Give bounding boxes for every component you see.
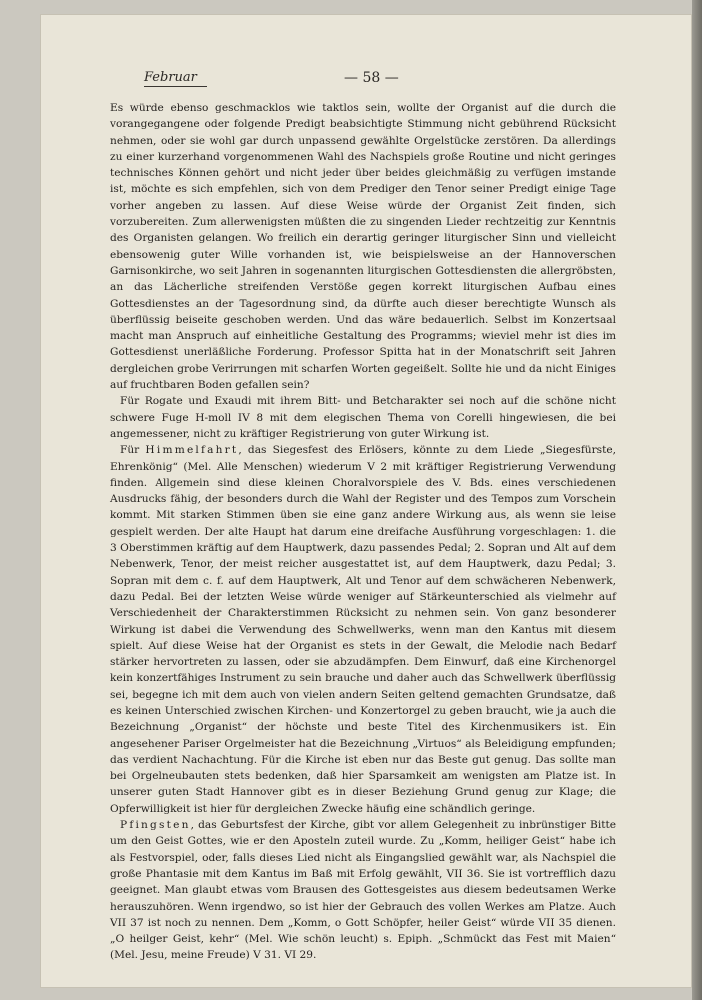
running-head: Februar — [144, 70, 207, 87]
paragraph-text: , das Siegesfest des Erlösers, könnte zu dem Liede „Siegesfürste, Ehrenkönig“ (Mel. Alle Menschen) wiederum V 2 mit kräftiger Registrierung Verwendung finden. Allgemein sind diese kleinen Choralvorspiele des V. Bds. eines verschiedenen Ausdrucks fähig, der besonders durch die Wahl der Register und des Tempos zum Vorschein kommt. Mit starken Stimmen üben sie eine ganz andere Wirkung aus, als wenn sie leise gespielt werden. Der alte Haupt hat darum eine dreifache Ausführung vorgeschlagen: 1. die 3 Oberstimmen kräftig auf dem Hauptwerk, dazu passendes Pedal; 2. Sopran und Alt auf dem Nebenwerk, Tenor, der meist reicher ausgestattet ist, auf dem Hauptwerk, dazu Pedal; 3. Sopran mit dem c. f. auf dem Hauptwerk, Alt und Tenor auf dem schwächeren Nebenwerk, dazu Pedal. Bei der letzten Weise würde weniger auf Stärkeunterschied als vielmehr auf Verschiedenheit der Charakterstimmen Rücksicht zu nehmen sein. Von ganz besonderer Wirkung ist dabei die Verwendung des Schwellwerks, wenn man den Kantus mit diesem spielt. Auf diese Weise hat der Organist es stets in der Gewalt, die Melodie nach Bedarf stärker hervortreten zu lassen, oder sie abzudämpfen. Dem Einwurf, daß eine Kirchenorgel kein konzertfähiges Instrument zu sein brauche und daher auch das Schwellwerk überflüssig sei, begegne ich mit dem auch von vielen andern Seiten geltend gemachten Grundsatze, daß es keinen Unterschied zwischen Kirchen- und Konzertorgel zu geben braucht, wie ja auch die Bezeichnung „Organist“ der höchste und beste Titel des Kirchenmusikers ist. Ein angesehener Pariser Orgelmeister hat die Bezeichnung „Virtuos“ als Beleidigung empfunden; das verdient Nachachtung. Für die Kirche ist eben nur das Beste gut genug. Das sollte man bei Orgelneubauten stets bedenken, daß hier Sparsamkeit am wenigsten am Platze ist. In unserer guten Stadt Hannover gibt es in dieser Beziehung Grund genug zur Klage; die Opferwilligkeit ist hier für dergleichen Zwecke häufig eine schändlich geringe. — [110, 444, 616, 815]
paragraph-text: , das Geburtsfest der Kirche, gibt vor allem Gelegenheit zu inbrünstiger Bitte um den Geist Gottes, wie er den Aposteln zuteil wurde. Zu „Komm, heiliger Geist“ habe ich als Festvorspiel, oder, falls dieses Lied nicht als Eingangslied gewählt war, als Nachspiel die große Phantasie mit dem Kantus im Baß mit Erfolg gewählt, VII 36. Sie ist vortrefflich dazu geeignet. Man glaubt etwas vom Brausen des Gottesgeistes aus diesem bedeutsamen Werke herauszuhören. Wenn irgendwo, so ist hier der Gebrauch des vollen Werkes am Platze. Auch VII 37 ist noch zu nennen. Dem „Komm, o Gott Schöpfer, heiler Geist“ würde VII 35 dienen. „O heilger Geist, kehr“ (Mel. Wie schön leucht) s. Epiph. „Schmückt das Fest mit Maien“ (Mel. Jesu, meine Freude) V 31. VI 29. — [110, 819, 616, 962]
paragraph-rogate — [110, 393, 616, 442]
paragraph-organist — [110, 100, 616, 393]
paragraph-himmelfahrt — [110, 442, 616, 817]
next-page-edge — [692, 0, 702, 1000]
feast-name: Pfingsten — [120, 819, 191, 832]
page-number: — 58 — — [344, 70, 399, 86]
paragraph-text: Für Rogate und Exaudi mit ihrem Bitt- und Betcharakter sei noch auf die schöne nicht schwere Fuge H-moll IV 8 mit dem elegischen Thema von Corelli hingewiesen, die bei angemessener, nicht zu kräftiger Registrierung von guter Wirkung ist. — [110, 395, 616, 440]
feast-name: Himmelfahrt — [145, 444, 239, 457]
paragraph-lead: Für — [120, 444, 146, 457]
body-text — [110, 100, 616, 964]
paragraph-text: Es würde ebenso geschmacklos wie taktlos sein, wollte der Organist auf die durch die vorangegangene oder folgende Predigt beabsichtigte Stimmung nicht gebührend Rücksicht nehmen, oder sie wohl gar durch unpassend gewählte Orgelstücke zerstören. Da allerdings zu einer kurzerhand vorgenommenen Wahl des Nachspiels große Routine und nicht geringes technisches Können gehört und nicht jeder über beides gleichmäßig zu verfügen imstande ist, möchte es sich empfehlen, sich von dem Prediger den Tenor seiner Predigt einige Tage vorher angeben zu lassen. Auf diese Weise würde der Organist Zeit finden, sich vorzubereiten. Zum allerwenigsten müßten die zu singenden Lieder rechtzeitig zur Kenntnis des Organisten gelangen. Wo freilich ein derartig geringer liturgischer Sinn und vielleicht ebensowenig guter Wille vorhanden ist, wie beispielsweise an der Hannoverschen Garnisonkirche, wo seit Jahren in sogenannten liturgischen Gottesdiensten die allergröbsten, an das Lächerliche streifenden Verstöße gegen korrekt liturgischen Aufbau eines Gottesdienstes an der Tagesordnung sind, da dürfte auch dieser berechtigte Wunsch als überflüssig beiseite geschoben werden. Und das wäre bedauerlich. Selbst im Konzertsaal macht man Anspruch auf einheitliche Gestaltung des Programms; wieviel mehr ist dies im Gottesdienst unerläßliche Forderung. Professor Spitta hat in der Monatschrift seit Jahren dergleichen grobe Verirrungen mit scharfen Worten gegeißelt. Sollte hie und da nicht Einiges auf fruchtbaren Boden gefallen sein? — [110, 102, 616, 392]
page-header — [104, 70, 584, 90]
paragraph-pfingsten — [110, 817, 616, 964]
